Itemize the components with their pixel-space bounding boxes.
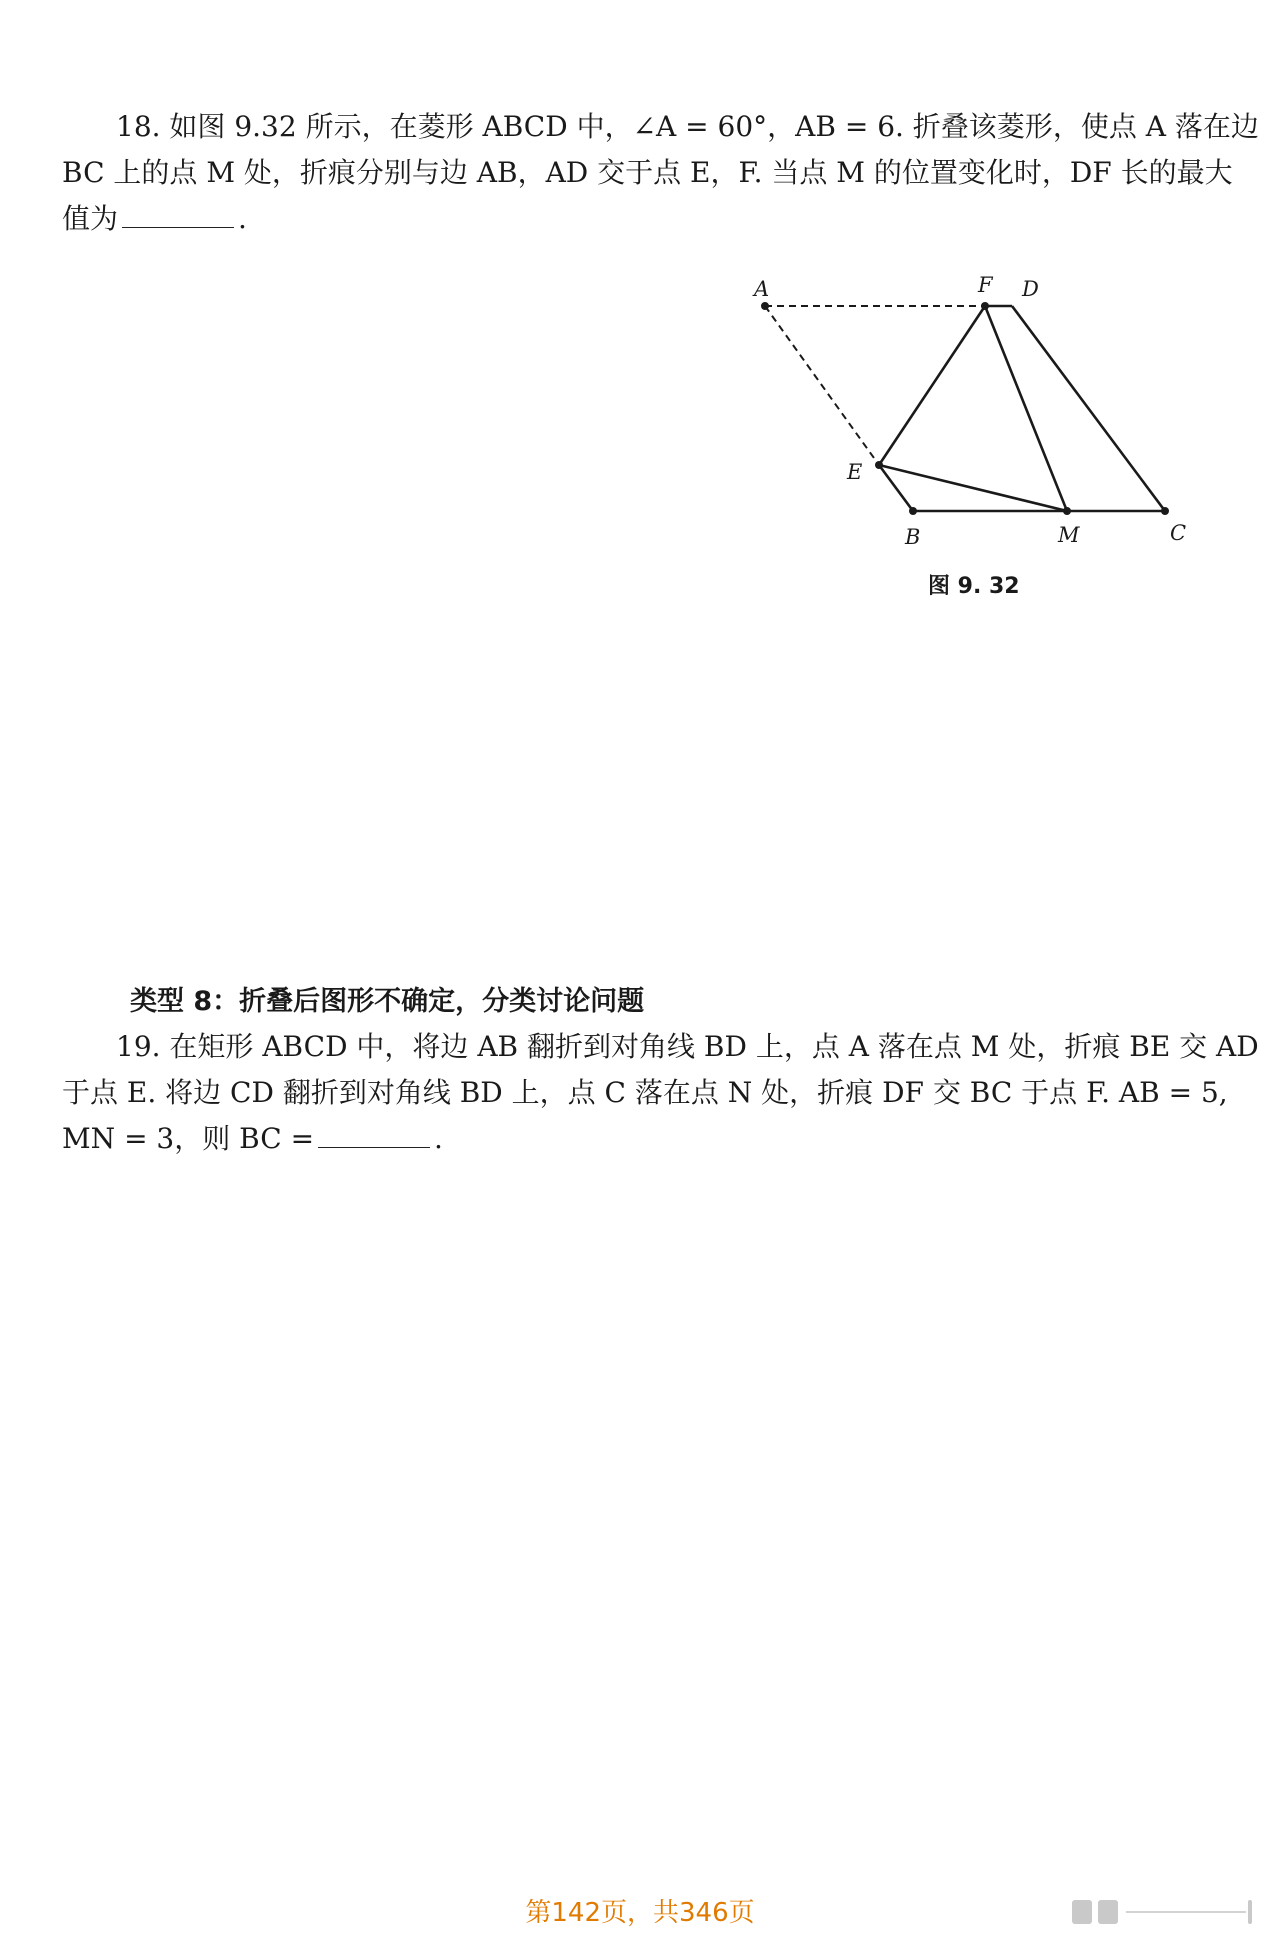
answer-blank-19 [318,1119,430,1148]
segment-DC [1012,306,1165,511]
viewer-toolbar[interactable] [1072,1894,1268,1930]
section-heading: 类型 8：折叠后图形不确定，分类讨论问题 [130,986,645,1017]
point-M [1063,507,1071,515]
question-18-line-3-end: . [238,202,247,235]
question-19-line-3-text: MN = 3，则 BC = [62,1122,315,1155]
label-A: A [754,277,770,301]
label-M: M [1058,523,1080,547]
page-indicator: 第142页，共346页 [525,1898,755,1928]
question-19-line-2: 于点 E. 将边 CD 翻折到对角线 BD 上，点 C 落在点 N 处，折痕 DF 交 BC 于点 F. AB = 5, [62,1076,1228,1109]
figure-caption: 图 9. 32 [928,574,1020,599]
question-19-line-3 [62,1116,1222,1162]
answer-blank-18 [122,199,234,228]
point-B [909,507,917,515]
point-C [1161,507,1169,515]
question-19-line-1: 19. 在矩形 ABCD 中，将边 AB 翻折到对角线 BD 上，点 A 落在点 M 处，折痕 BE 交 AD [116,1030,1259,1063]
figure-9-32 [740,262,1220,562]
segment-AE-dashed [765,306,879,465]
question-19 [62,1024,1259,1162]
segment-EF [879,306,985,465]
label-B: B [905,525,921,549]
scroll-handle-icon[interactable] [1072,1900,1092,1924]
point-A [761,302,769,310]
question-18-line-3 [62,196,1222,242]
label-C: C [1170,521,1187,545]
page-slider-icon[interactable] [1248,1900,1252,1924]
progress-track-icon [1126,1911,1246,1913]
question-18-line-3-text: 值为 [62,202,119,235]
question-18 [62,104,1259,242]
label-F: F [978,273,993,297]
question-18-line-2: BC 上的点 M 处，折痕分别与边 AB，AD 交于点 E，F. 当点 M 的位置变化时，DF 长的最大 [62,156,1233,189]
segment-FM [985,306,1067,511]
point-F [981,302,989,310]
scroll-handle-icon[interactable] [1098,1900,1118,1924]
label-D: D [1022,277,1039,301]
point-E [875,461,883,469]
question-18-line-1: 18. 如图 9.32 所示，在菱形 ABCD 中，∠A = 60°，AB = 6. 折叠该菱形，使点 A 落在边 [116,110,1259,143]
question-19-line-3-end: . [434,1122,443,1155]
label-E: E [847,460,863,484]
